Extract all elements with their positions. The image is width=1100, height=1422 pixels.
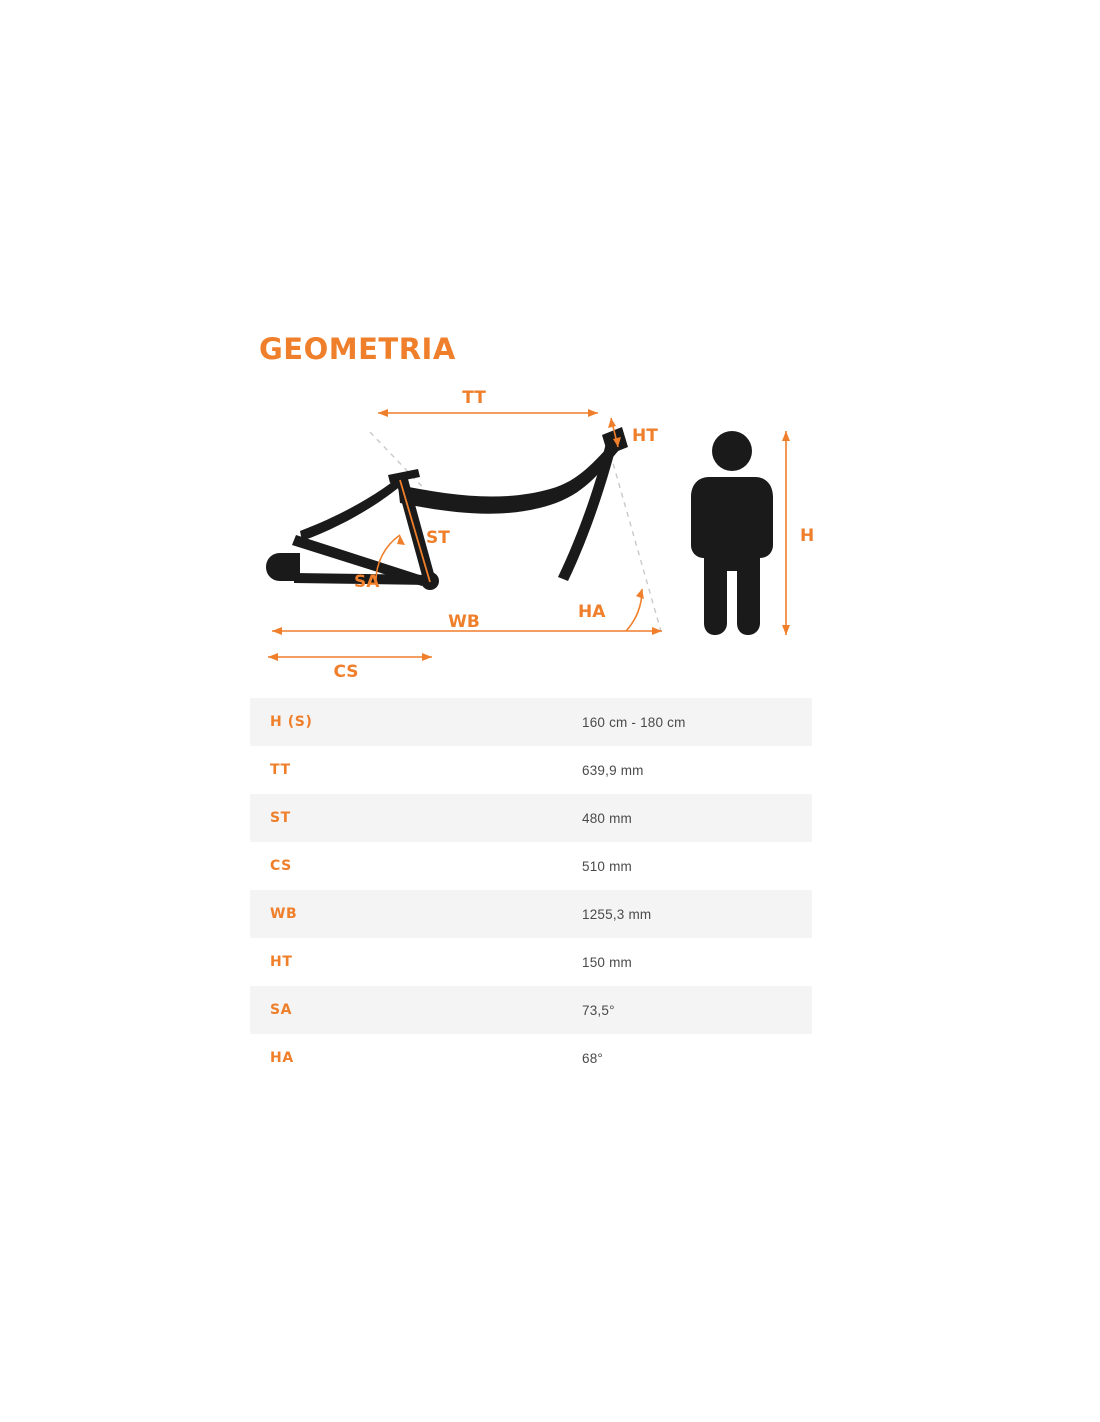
label-ht: HT	[632, 426, 658, 446]
ha-angle	[626, 589, 644, 631]
row-key: CS	[270, 858, 292, 874]
row-value: 160 cm - 180 cm	[582, 714, 686, 730]
row-value: 150 mm	[582, 954, 632, 970]
table-row	[250, 890, 812, 938]
label-wb: WB	[448, 612, 480, 632]
table-row	[250, 938, 812, 986]
h-dimension	[782, 431, 790, 635]
bike-frame-icon	[266, 427, 628, 590]
table-row	[250, 842, 812, 890]
row-value: 639,9 mm	[582, 762, 644, 778]
cs-dimension	[268, 653, 432, 661]
table-row	[250, 1034, 812, 1082]
geometry-diagram	[250, 385, 850, 685]
label-ha: HA	[578, 602, 606, 622]
row-value: 1255,3 mm	[582, 906, 652, 922]
row-value: 510 mm	[582, 858, 632, 874]
label-st: ST	[426, 528, 450, 548]
row-key: HT	[270, 954, 293, 970]
row-key: SA	[270, 1002, 293, 1018]
table-row	[250, 986, 812, 1034]
row-value: 68°	[582, 1050, 604, 1066]
table-row	[250, 746, 812, 794]
label-cs: CS	[333, 662, 359, 682]
row-value: 73,5°	[582, 1002, 615, 1018]
row-key: HA	[270, 1050, 294, 1066]
table-row	[250, 794, 812, 842]
row-value: 480 mm	[582, 810, 632, 826]
label-tt: TT	[462, 388, 486, 408]
row-key: TT	[270, 762, 291, 778]
label-h: H	[800, 526, 815, 546]
geometry-table	[250, 698, 812, 1082]
row-key: ST	[270, 810, 291, 826]
label-sa: SA	[354, 572, 380, 592]
table-row	[250, 698, 812, 746]
row-key: H (S)	[270, 714, 313, 730]
tt-dimension	[378, 409, 598, 417]
page-title: GEOMETRIA	[259, 332, 456, 366]
row-key: WB	[270, 906, 298, 922]
rider-silhouette-icon	[691, 431, 773, 635]
